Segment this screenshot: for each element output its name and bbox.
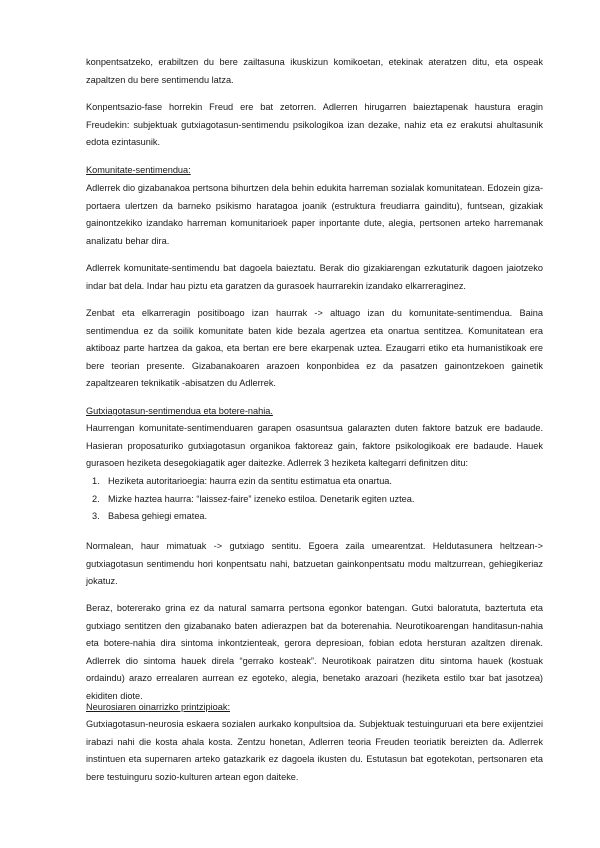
list-item bbox=[86, 491, 543, 509]
paragraph-community-innate: Adlerrek komunitate-sentimendu bat dagoela baieztatu. Berak dio gizakiarengan ezkutaturik dagoen jaiotzeko indar bat dela. Indar hau piztu eta garatzen da gurasoek haurrarekin izandako elkarreraginez. bbox=[86, 263, 543, 291]
list-item-number: 2. bbox=[92, 493, 100, 504]
paragraph-will-to-power: Beraz, botererako grina ez da natural samarra pertsona egonkor batengan. Gutxi baloratuta, baztertuta eta gutxiago sentitzen den gizabanako baten adierazpen bat da boterenahia. Neurotikoarengan handitasun-nahia eta botere-nahia dira sintoma inkontzienteak, gerora depresioan, fobian edota hersturan azaltzen direnak. Adlerrek dio sintoma hauek direla “gerrako kosteak”. Neurotikoak pairatzen ditu sintoma hauek (kostuak ordaindu) arazo errealaren aurrean ez egoteko, alegia, benetako arazoari (heziketa estilo txar bat jasotzea) ekiditen diote. bbox=[86, 603, 543, 701]
paragraph-spoiled-children: Normalean, haur mimatuak -> gutxiago sentitu. Egoera zaila umearentzat. Heldutasunera heltzean-> gutxiagotasun sentimendu hori konpentsatu nahi, batzuetan gainkonpentsatu modu maltzurrean, gehiegikeriaz jokatuz. bbox=[86, 541, 543, 586]
section-heading-neurosis-principles: Neurosiaren oinarrizko printzipioak: bbox=[86, 702, 231, 712]
paragraph-inferiority-neurosis: Gutxiagotasun-neurosia eskaera sozialen aurkako konpultsioa da. Subjektuak testuinguruari eta bere exijentziei irabazi nahi die kosta ahala kosta. Zentzu honetan, Adlerren teoria Freuden teoriatik bereizten da. Adlerrek instintuen eta supernaren arteko gatazkarik ez dagoela ikusten du. Estutasun bat egotekotan, pertsonaren eta bere testuinguru sozio-kulturen artean egon daiteke. bbox=[86, 719, 543, 782]
list-item bbox=[86, 473, 543, 491]
paragraph-community-interaction: Zenbat eta elkarreragin positiboago izan haurrak -> altuago izan du komunitate-sentimendua. Baina sentimendua ez da soilik komunitate baten kide bezala agertzea eta onartua sentitzea. Komunitatean era aktiboaz parte hartzea da gakoa, eta bertan ere bere ekarpenak uztea. Ezaugarri etiko eta humanistikoak ere bere teorian presente. Gizabanakoaren arazoen konponbidea ez da pasatzen gainontzekoen gainetik zapaltzearen teknikatik -abisatzen du Adlerrek. bbox=[86, 308, 543, 388]
paragraph-compensation-intro: konpentsatzeko, erabiltzen du bere zailtasuna ikuskizun komikoetan, etekinak ateratzen ditu, eta ospeak zapaltzen du bere sentimendu latza. bbox=[86, 57, 543, 85]
upbringing-styles-list bbox=[86, 473, 543, 526]
list-item-number: 3. bbox=[92, 511, 100, 521]
paragraph-compensation-phase: Konpentsazio-fase horrekin Freud ere bat zetorren. Adlerren hirugarren baieztapenak haustura eragin Freudekin: subjektuak gutxiagotasun-sentimendu psikologikoa izan dezake, nahiz eta ez erakutsi ahultasunik edota ezintasunik. bbox=[86, 102, 543, 147]
list-item-number: 1. bbox=[92, 476, 100, 486]
paragraph-community-social: Adlerrek dio gizabanakoa pertsona bihurtzen dela behin edukita harreman sozialak komunitatean. Edozein giza-portaera ulertzen da barneko psikismo haratagoa joanik (estruktura freudiarra gainditu), funtsean, gizakiak gainontzekiko izandako harreman komunitarioek paper inportante dute, alegia, pertsonen arteko harremanak analizatu behar dira. bbox=[86, 183, 543, 246]
list-item-text: Babesa gehiegi ematea. bbox=[108, 511, 208, 521]
section-heading-community-feeling: Komunitate-sentimendua: bbox=[86, 165, 191, 175]
section-heading-inferiority-power: Gutxiagotasun-sentimendua eta botere-nahia. bbox=[86, 406, 273, 416]
list-item-text: Heziketa autoritarioegia: haurra ezin da sentitu estimatua eta onartua. bbox=[108, 476, 392, 486]
paragraph-inferiority-factors: Haurrengan komunitate-sentimenduaren garapen osasuntsua galarazten duten faktore batzuk ere badaude. Hasieran proposaturiko gutxiagotasun organikoa faktoreaz gain, faktore psikologikoak ere badaude. Hauek gurasoen heziketa desegokiagatik ager daitezke. Adlerrek 3 heziketa kaltegarri definitzen ditu: bbox=[86, 423, 543, 468]
list-item-text: Mizke haztea haurra: “laissez-faire” izeneko estiloa. Denetarik egiten uztea. bbox=[108, 493, 415, 504]
list-item bbox=[86, 508, 543, 526]
